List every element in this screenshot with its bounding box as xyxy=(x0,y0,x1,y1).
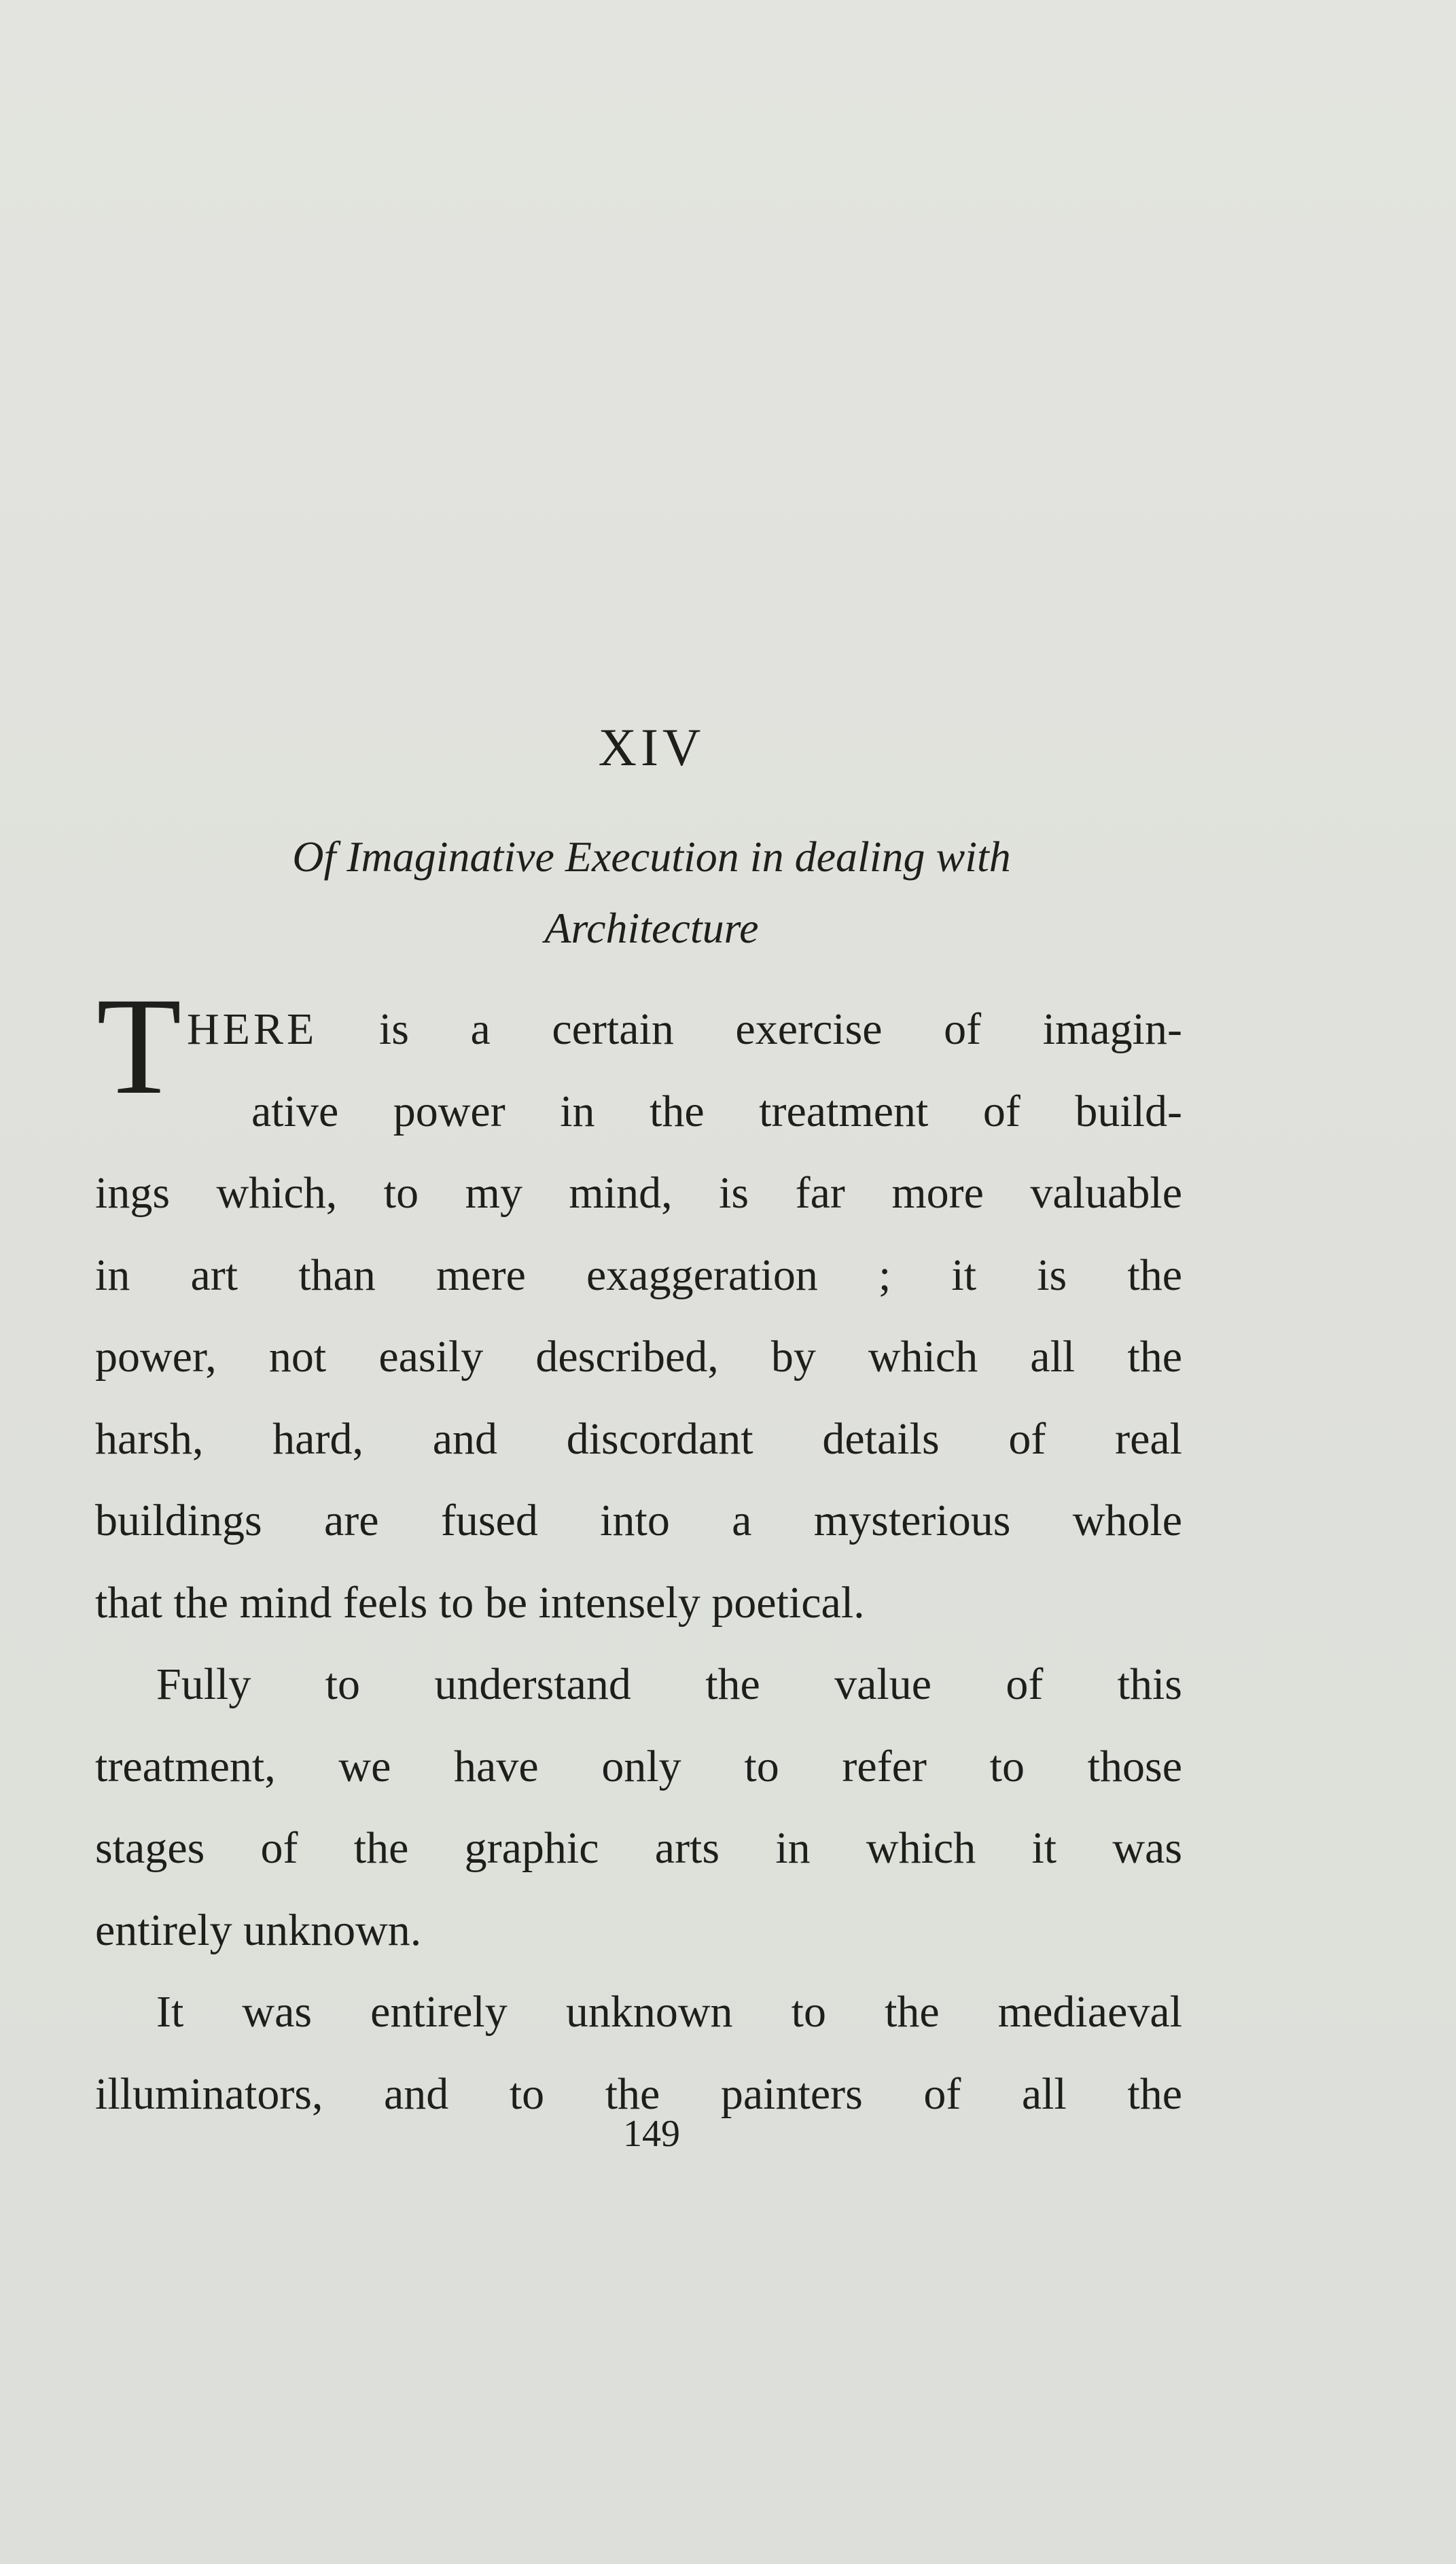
chapter-number: XIV xyxy=(598,718,705,777)
body-line-3: ings which, to my mind, is far more valuable xyxy=(95,1168,1182,1218)
body-line-11: stages of the graphic arts in which it was xyxy=(95,1823,1182,1873)
body-line-1-text: is a certain exercise of imagin- xyxy=(317,1004,1182,1054)
chapter-title-line-2: Architecture xyxy=(544,904,759,952)
body-line-1 xyxy=(95,989,1182,1071)
body-line-7: buildings are fused into a mysterious whole xyxy=(95,1496,1182,1545)
page-number: 149 xyxy=(623,2113,680,2155)
body-line-13: It was entirely unknown to the mediaeval xyxy=(156,1987,1182,2037)
body-text xyxy=(95,969,1182,2135)
chapter-title-line-1: Of Imaginative Execution in dealing with xyxy=(292,832,1011,881)
drop-cap: T xyxy=(96,969,182,1123)
body-line-9: Fully to understand the value of this xyxy=(156,1659,1182,1709)
body-line-2: ative power in the treatment of build- xyxy=(251,1086,1182,1136)
body-line-5: power, not easily described, by which all the xyxy=(95,1332,1182,1382)
body-line-8: that the mind feels to be intensely poetical. xyxy=(95,1577,865,1628)
chapter-title xyxy=(95,821,1208,964)
first-word-small-caps: HERE xyxy=(187,1004,318,1054)
body-line-12: entirely unknown. xyxy=(95,1905,422,1955)
body-line-4: in art than mere exaggeration ; it is the xyxy=(95,1250,1182,1300)
body-line-14: illuminators, and to the painters of all the xyxy=(95,2069,1182,2119)
body-line-6: harsh, hard, and discordant details of real xyxy=(95,1413,1182,1464)
body-line-10: treatment, we have only to refer to those xyxy=(95,1741,1182,1791)
